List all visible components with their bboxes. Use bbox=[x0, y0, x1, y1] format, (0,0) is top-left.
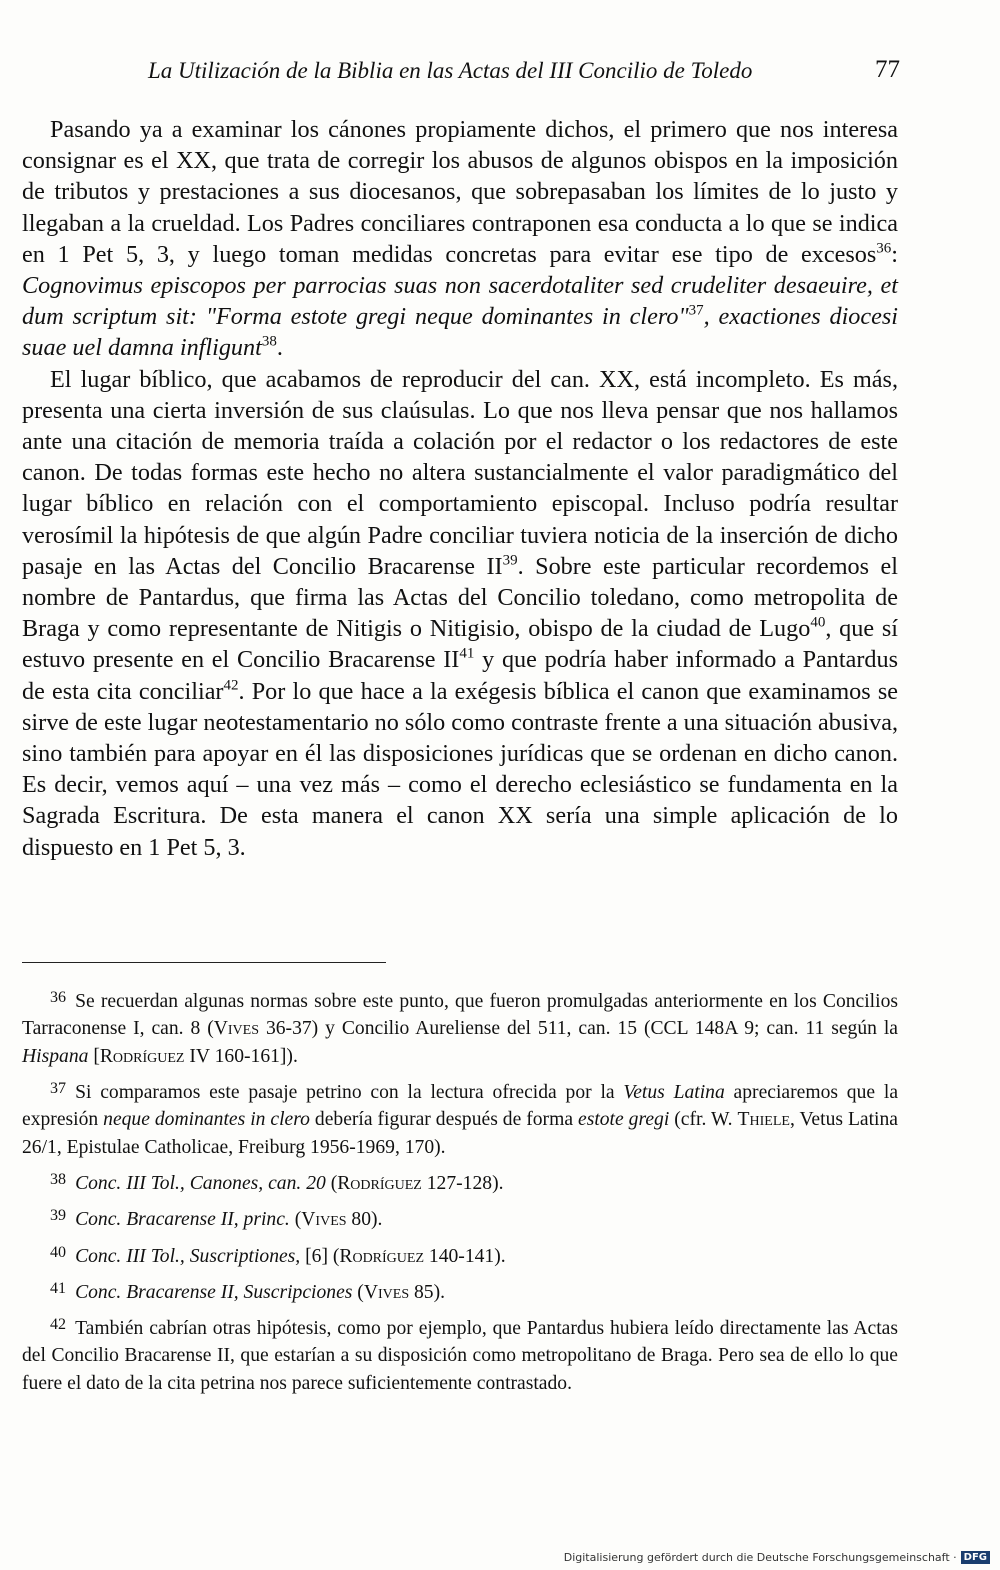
footnote-ref-40: 40 bbox=[810, 614, 826, 631]
footnote-number: 41 bbox=[50, 1279, 67, 1297]
text-run: y que podría haber informado a Pantardus de esta cita conciliar bbox=[22, 646, 898, 705]
text-run: Se recuerdan algunas normas sobre este punto, que fueron promulgadas anteriormente en los Concilios Tarraconense I, can. 8 ( bbox=[22, 990, 898, 1040]
text-run: : bbox=[891, 240, 898, 268]
footnote-36 bbox=[22, 984, 898, 1070]
footnote-ref-37: 37 bbox=[688, 302, 704, 319]
author-name: Rodríguez bbox=[337, 1172, 422, 1194]
text-run: 36-37) y Concilio Aureliense del 511, can. 15 (CCL 148A 9; can. 11 según la bbox=[259, 1018, 899, 1040]
text-run: , Vetus Latina 26/1, Epistulae Catholicae, Freiburg 1956-1969, 170). bbox=[22, 1109, 898, 1158]
text-run: El lugar bíblico, que acabamos de reproducir del can. XX, está incompleto. Es más, presenta una cierta inversión de sus claúsulas. Lo que nos lleva pensar que nos hallamos ante una citación de memoria traída a colación por el redactor o los redactores de este canon. De todas formas este hecho no altera sustancialmente el valor paradigmático del lugar bíblico en relación con el comportamiento episcopal. Incluso podría resultar verosímil la hipótesis de que algún Padre conciliar tuviera noticia de la inserción de dicho pasaje en las Actas del Concilio Bracarense II bbox=[22, 365, 898, 580]
text-run: [ bbox=[88, 1045, 100, 1067]
work-title: Conc. III Tol., Canones, can. 20 bbox=[75, 1172, 326, 1194]
author-name: Rodríguez bbox=[339, 1245, 425, 1267]
footnote-separator bbox=[22, 962, 386, 963]
running-title: La Utilización de la Biblia en las Actas del III Concilio de Toledo bbox=[148, 58, 753, 83]
work-title: Hispana bbox=[22, 1045, 89, 1067]
text-run: ( bbox=[289, 1209, 302, 1231]
footnote-ref-38: 38 bbox=[261, 334, 277, 351]
author-name: Thiele bbox=[737, 1109, 790, 1131]
text-run: . Por lo que hace a la exégesis bíblica el canon que examinamos se sirve de este lugar neotestamentario no sólo como contraste frente a una situación abusiva, sino también para apoyar en él las disposiciones jurídicas que se ordenan en dicho canon. Es decir, vemos aquí – una vez más – como el derecho eclesiástico se fundamenta en la Sagrada Escritura. De esta manera el canon XX sería una simple aplicación de lo dispuesto en 1 Pet 5, 3. bbox=[22, 677, 898, 861]
work-title: Conc. III Tol., Suscriptiones, bbox=[75, 1245, 301, 1267]
text-run: apreciaremos que la expresión bbox=[22, 1081, 899, 1131]
paragraph-2 bbox=[22, 364, 898, 863]
text-run: ( bbox=[352, 1281, 364, 1303]
footnote-41 bbox=[22, 1275, 898, 1306]
page-number: 77 bbox=[875, 56, 900, 83]
footnote-40 bbox=[22, 1239, 898, 1270]
footnote-number: 42 bbox=[50, 1315, 67, 1333]
work-title: Conc. Bracarense II, Suscripciones bbox=[75, 1281, 353, 1303]
footnote-number: 38 bbox=[50, 1171, 67, 1189]
latin-phrase: estote gregi bbox=[578, 1109, 670, 1131]
footnote-number: 40 bbox=[50, 1243, 67, 1261]
text-run: [6] ( bbox=[300, 1245, 340, 1267]
footnote-42 bbox=[22, 1311, 898, 1397]
text-run: (cfr. W. bbox=[669, 1109, 738, 1131]
text-run: 140-141). bbox=[424, 1245, 506, 1267]
text-run: debería figurar después de forma bbox=[309, 1109, 578, 1131]
text-run: , que sí estuvo presente en el Concilio Bracarense II bbox=[22, 615, 898, 674]
text-run: También cabrían otras hipótesis, como por ejemplo, que Pantardus hubiera leído directamente las Actas del Concilio Bracarense II, que estarían a su disposición como metropolitano de Braga. Pero sea de ello lo que fuere el dato de la cita petrina nos parece suficientemente contrastado. bbox=[22, 1317, 898, 1394]
footnote-ref-39: 39 bbox=[502, 552, 518, 569]
credit-text: Digitalisierung gefördert durch die Deutsche Forschungsgemeinschaft · bbox=[563, 1550, 957, 1564]
text-run: 85). bbox=[409, 1281, 446, 1303]
text-run: Pasando ya a examinar los cánones propiamente dichos, el primero que nos interesa consignar es el XX, que trata de corregir los abusos de algunos obispos en la imposición de tributos y prestaciones a sus diocesanos, que sobrepasaban los límites de lo justo y llegaban a la crueldad. Los Padres conciliares contraponen esa conducta a lo que se indica en 1 Pet 5, 3, y luego toman medidas concretas para evitar ese tipo de excesos bbox=[22, 116, 898, 268]
main-text bbox=[22, 114, 898, 863]
text-run: Si comparamos este pasaje petrino con la lectura ofrecida por la bbox=[75, 1081, 624, 1103]
digitization-credit bbox=[564, 1548, 990, 1566]
author-name: Vives bbox=[301, 1209, 347, 1231]
footnote-number: 36 bbox=[50, 989, 67, 1006]
text-run: . Sobre este particular recordemos el nombre de Pantardus, que firma las Actas del Concilio toledano, como metropolita de Braga y como representante de Nitigis o Nitigisio, obispo de la ciudad de Lugo bbox=[22, 552, 898, 643]
footnote-38 bbox=[22, 1166, 898, 1197]
text-run: 127-128). bbox=[421, 1172, 504, 1194]
running-head bbox=[148, 50, 900, 90]
text-run: ( bbox=[325, 1172, 338, 1194]
author-name: Vives bbox=[363, 1281, 410, 1303]
latin-quotation: Cognovimus episcopos per parrocias suas non sacerdotaliter sed crudeliter desaeuire, et dum scriptum sit: "Forma estote gregi neque dominantes in clero" bbox=[22, 272, 898, 331]
footnote-39 bbox=[22, 1202, 898, 1233]
latin-quotation-cont: , exactiones diocesi suae uel damna infligunt bbox=[22, 303, 899, 362]
footnote-ref-36: 36 bbox=[876, 240, 892, 257]
footnote-number: 39 bbox=[50, 1207, 67, 1225]
author-name: Vives bbox=[213, 1018, 260, 1040]
work-title: Vetus Latina bbox=[623, 1081, 725, 1103]
latin-phrase: neque dominantes in clero bbox=[103, 1109, 310, 1131]
footnote-number: 37 bbox=[50, 1080, 67, 1098]
work-title: Conc. Bracarense II, princ. bbox=[75, 1209, 290, 1231]
author-name: Rodríguez bbox=[99, 1045, 185, 1067]
text-run: . bbox=[276, 334, 283, 362]
text-run: IV 160-161]). bbox=[184, 1045, 298, 1067]
footnote-ref-42: 42 bbox=[223, 677, 239, 694]
paragraph-1 bbox=[22, 114, 898, 364]
footnotes bbox=[22, 984, 898, 1402]
footnote-ref-41: 41 bbox=[459, 646, 475, 663]
dfg-logo: DFG bbox=[961, 1551, 990, 1564]
text-run: 80). bbox=[346, 1209, 383, 1231]
footnote-37 bbox=[22, 1075, 898, 1161]
